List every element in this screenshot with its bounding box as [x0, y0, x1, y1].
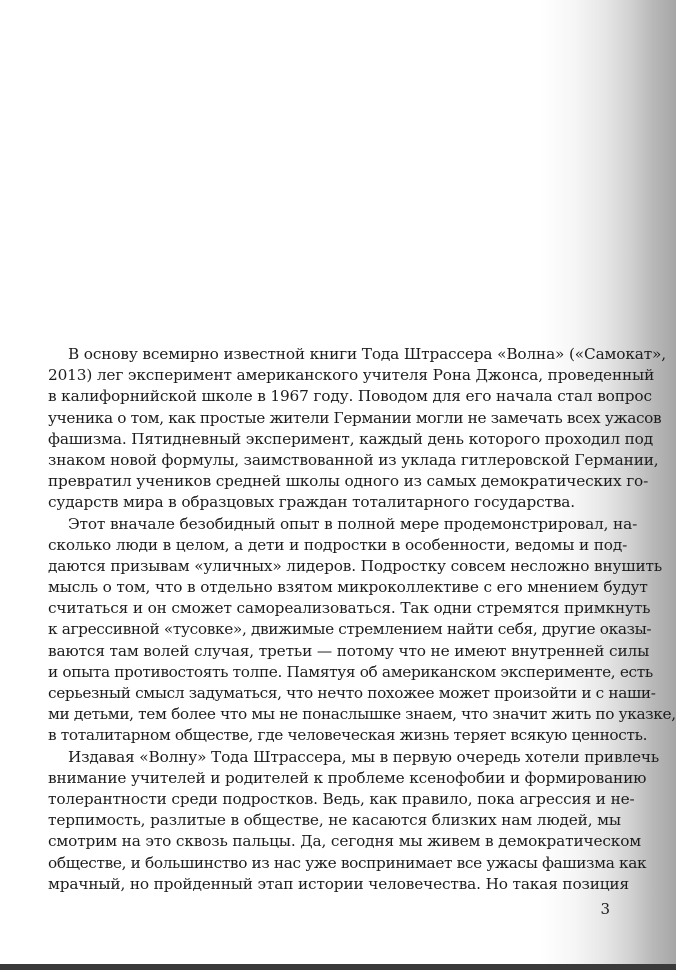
text-line: фашизма. Пятидневный эксперимент, каждый день которого проходил под — [48, 429, 654, 448]
text-line: В основу всемирно известной книги Тода Штрассера «Волна» («Самокат», — [68, 345, 666, 363]
text-line: ваются там волей случая, третьи — потому что не имеют внутренней силы — [48, 641, 650, 660]
text-line: в калифорнийской школе в 1967 году. Поводом для его начала стал вопрос — [48, 387, 652, 406]
text-line: внимание учителей и родителей к проблеме ксенофобии и формированию — [48, 768, 647, 787]
text-line: обществе, и большинство из нас уже воспринимает все ужасы фашизма как — [48, 853, 647, 872]
text-line: в тоталитарном обществе, где человеческая жизнь теряет всякую ценность. — [48, 726, 648, 745]
text-line: толерантности среди подростков. Ведь, как правило, пока агрессия и не- — [48, 789, 635, 808]
paragraph-2 — [48, 514, 676, 747]
text-line: и опыта противостоять толпе. Памятуя об американском эксперименте, есть — [48, 662, 653, 681]
text-line: смотрим на это сквозь пальцы. Да, сегодня мы живем в демократическом — [48, 832, 642, 851]
text-line: сколько люди в целом, а дети и подростки в особенности, ведомы и под- — [48, 535, 628, 554]
text-line: Издавая «Волну» Тода Штрассера, мы в первую очередь хотели привлечь — [68, 747, 660, 766]
text-line: знаком новой формулы, заимствованной из уклада гитлеровской Германии, — [48, 450, 659, 469]
text-line: превратил учеников средней школы одного из самых демократических го- — [48, 472, 649, 491]
text-line: серьезный смысл задуматься, что нечто похожее может произойти и с наши- — [48, 684, 656, 702]
text-line: ми детьми, тем более что мы не понаслышке знаем, что значит жить по указке, — [48, 705, 676, 724]
text-line: Этот вначале безобидный опыт в полной мере продемонстрировал, на- — [68, 514, 638, 533]
text-line: даются призывам «уличных» лидеров. Подростку совсем несложно внушить — [48, 556, 663, 575]
text-line: мысль о том, что в отдельно взятом микроколлективе с его мнением будут — [48, 578, 648, 597]
body-text — [48, 344, 676, 895]
text-line: 2013) лег эксперимент американского учителя Рона Джонса, проведенный — [48, 366, 655, 385]
text-line: терпимость, разлитые в обществе, не касаются близких нам людей, мы — [48, 811, 621, 830]
page-number: 3 — [600, 900, 610, 918]
page-bottom-edge — [0, 964, 676, 970]
paragraph-3 — [48, 747, 660, 895]
text-line: сударств мира в образцовых граждан тоталитарного государства. — [48, 493, 575, 512]
text-line: к агрессивной «тусовке», движимые стремлением найти себя, другие оказы- — [48, 620, 652, 639]
text-line: считаться и он сможет самореализоваться. Так одни стремятся примкнуть — [48, 599, 651, 618]
text-line: мрачный, но пройденный этап истории человечества. Но такая позиция — [48, 874, 629, 893]
text-line: ученика о том, как простые жители Германии могли не замечать всех ужасов — [48, 408, 662, 427]
paragraph-1 — [48, 344, 666, 514]
